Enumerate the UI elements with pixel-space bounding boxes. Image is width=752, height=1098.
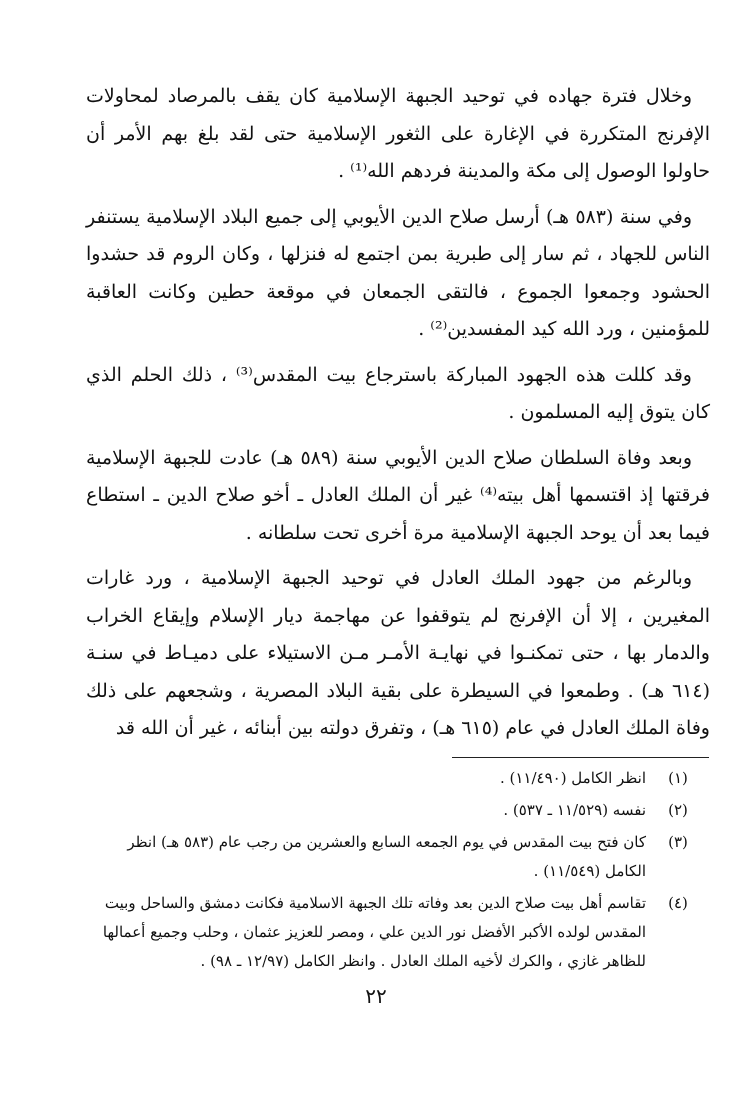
footnote-text: انظر الكامل (١١/٤٩٠) .	[499, 769, 646, 787]
footnote-text: تقاسم أهل بيت صلاح الدين بعد وفاته تلك الجبهة الاسلامية فكانت دمشق والساحل وبيت المقدس لولده الأكبر الأفضل نور الدين علي ، ومصر للعزيز عثمان ، وحلب وجميع أعمالها للظاهر غازي ، والكرك لأخيه الملك العادل . وانظر الكامل (١٢/٩٧ ـ ٩٨) .	[102, 894, 646, 970]
paragraph: وبعد وفاة السلطان صلاح الدين الأيوبي سنة (٥٨٩ هـ) عادت للجبهة الإسلامية فرقتها إذ اقتسمها أهل بيته⁽⁴⁾ غير أن الملك العادل ـ أخو صلاح الدين ـ استطاع فيما بعد أن يوحد الجبهة الإسلامية مرة أخرى تحت سلطانه .	[86, 446, 711, 544]
footnote	[86, 796, 710, 825]
footnote-text: نفسه (١١/٥٢٩ ـ ٥٣٧) .	[503, 801, 646, 819]
footnote-number: (٢)	[668, 801, 688, 819]
footnote-number: (١)	[668, 769, 688, 787]
paragraph: وقد كللت هذه الجهود المباركة باسترجاع بيت المقدس⁽³⁾ ، ذلك الحلم الذي كان يتوق إليه المسلمون .	[86, 363, 710, 423]
footnote	[86, 889, 710, 976]
page-number: ٢٢	[365, 984, 387, 1008]
paragraph: وخلال فترة جهاده في توحيد الجبهة الإسلامية كان يقف بالمرصاد لمحاولات الإفرنج المتكررة في الإغارة على الثغور الإسلامية حتى لقد بلغ بهم الأمر أن حاولوا الوصول إلى مكة والمدينة فردهم الله⁽¹⁾ .	[86, 85, 710, 182]
main-text	[86, 78, 710, 756]
footnotes	[86, 764, 710, 979]
footnote-divider	[452, 757, 709, 758]
footnote-number: (٤)	[668, 894, 688, 912]
paragraph: وفي سنة (٥٨٣ هـ) أرسل صلاح الدين الأيوبي إلى جميع البلاد الإسلامية يستنفر الناس للجهاد ، ثم سار إلى طبرية بمن اجتمع له فنزلها ، وكان الروم قد حشدوا الحشود وجمعوا الجموع ، فالتقى الجمعان في موقعة حطين وكانت العاقبة للمؤمنين ، ورد الله كيد المفسدين⁽²⁾ .	[86, 205, 710, 340]
paragraph: وبالرغم من جهود الملك العادل في توحيد الجبهة الإسلامية ، ورد غارات المغيرين ، إلا أن الإفرنج لم يتوقفوا عن مهاجمة ديار الإسلام وإيقاع الخراب والدمار بها ، حتى تمكنـوا في نهايـة الأمـر مـن الاستيلاء على دميـاط في سنـة (٦١٤ هـ) . وطمعوا في السيطرة على بقية البلاد المصرية ، وشجعهم على ذلك وفاة الملك العادل في عام (٦١٥ هـ) ، وتفرق دولته بين أبنائه ، غير أن الله قد	[86, 567, 710, 739]
footnote-text: كان فتح بيت المقدس في يوم الجمعه السابع والعشرين من رجب عام (٥٨٣ هـ) انظر الكامل (١١/٥٤٩) .	[127, 833, 646, 880]
footnote	[86, 828, 710, 886]
footnote	[86, 764, 710, 793]
footnote-number: (٣)	[668, 833, 688, 851]
